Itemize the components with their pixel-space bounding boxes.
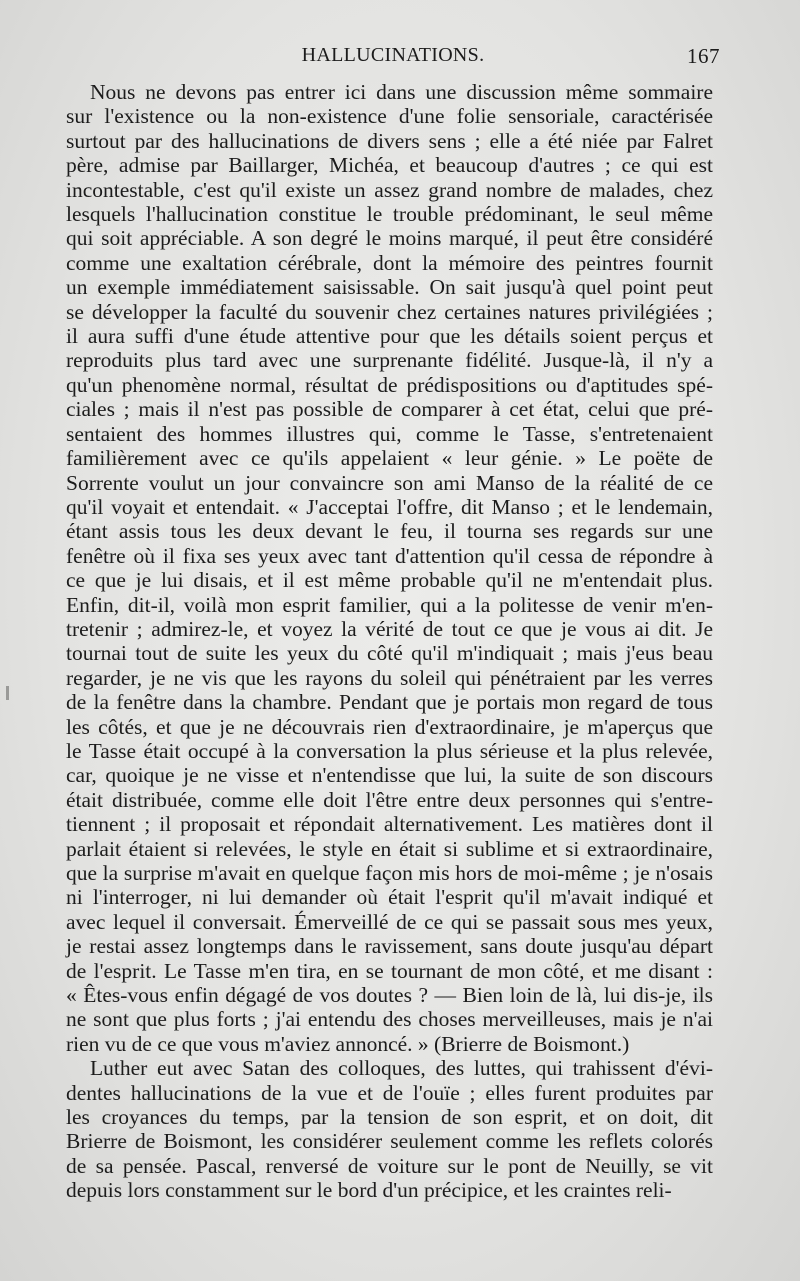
running-head: HALLUCINATIONS.: [301, 44, 485, 66]
text-line: le Tasse était occupé à la conversation la plus sérieuse et la plus relevée,: [66, 738, 713, 763]
text-line: qu'un phenomène normal, résultat de prédispositions ou d'aptitudes spé-: [66, 372, 713, 397]
text-line: regarder, je ne vis que les rayons du soleil qui pénétraient par les verres: [66, 665, 713, 690]
text-line: tournai tout de suite les yeux du côté qu'il m'indiquait ; mais j'eus beau: [66, 641, 713, 666]
text-line: familièrement avec ce qu'ils appelaient « leur génie. » Le poëte de: [66, 446, 713, 471]
text-line: il aura suffi d'une étude attentive pour que les détails soient perçus et: [66, 324, 713, 349]
text-line: qu'il voyait et entendait. « J'acceptai l'offre, dit Manso ; et le lendemain,: [66, 494, 713, 519]
text-line: ciales ; mais il n'est pas possible de comparer à cet état, celui que pré-: [66, 397, 713, 422]
paragraph-1: [66, 80, 713, 1056]
text-line: Nous ne devons pas entrer ici dans une discussion même sommaire: [90, 80, 713, 104]
text-line: Enfin, dit-il, voilà mon esprit familier, qui a la politesse de venir m'en-: [66, 592, 713, 617]
margin-mark: [6, 686, 9, 700]
text-line: de sa pensée. Pascal, renversé de voiture sur le pont de Neuilly, se vit: [66, 1153, 713, 1178]
text-line: ni l'interroger, ni lui demander où était l'esprit qu'il m'avait indiqué et: [66, 885, 713, 910]
page-number: 167: [687, 44, 720, 68]
text-line: de l'esprit. Le Tasse m'en tira, en se tournant de mon côté, et me disant :: [66, 958, 713, 983]
text-line: était distribuée, comme elle doit l'être entre deux personnes qui s'entre-: [66, 787, 713, 812]
text-line: les croyances du temps, par la tension de son esprit, et on doit, dit: [66, 1105, 713, 1130]
text-line: père, admise par Baillarger, Michéa, et beaucoup d'autres ; ce qui est: [66, 153, 713, 178]
text-line: fenêtre où il fixa ses yeux avec tant d'attention qu'il cessa de répondre à: [66, 543, 713, 568]
body-text: [66, 80, 713, 1203]
text-line: parlait étaient si relevées, le style en était si sublime et si extraordinaire,: [66, 836, 713, 861]
text-line: rien vu de ce que vous m'aviez annoncé. » (Brierre de Boismont.): [66, 1031, 630, 1056]
text-line: tretenir ; admirez-le, et voyez la vérité de tout ce que je vous ai dit. Je: [66, 616, 713, 641]
text-line: se développer la faculté du souvenir chez certaines natures privilégiées ;: [66, 299, 713, 324]
text-line: incontestable, c'est qu'il existe un assez grand nombre de malades, chez: [66, 177, 713, 202]
page-header: [66, 44, 720, 74]
text-line: que la surprise m'avait en quelque façon mis hors de moi-même ; je n'osais: [66, 861, 713, 885]
text-line: sentaient des hommes illustres qui, comme le Tasse, s'entretenaient: [66, 421, 713, 446]
text-line: lesquels l'hallucination constitue le trouble prédominant, le seul même: [66, 202, 713, 227]
text-line: un exemple immédiatement saisissable. On sait jusqu'à quel point peut: [66, 275, 713, 300]
text-line: de la fenêtre dans la chambre. Pendant que je portais mon regard de tous: [66, 690, 713, 715]
text-line: Luther eut avec Satan des colloques, des luttes, qui trahissent d'évi-: [90, 1056, 713, 1081]
text-line: qui soit appréciable. A son degré le moins marqué, il peut être considéré: [66, 226, 713, 251]
text-line: reproduits plus tard avec une surprenante fidélité. Jusque-là, il n'y a: [66, 348, 713, 373]
text-line: surtout par des hallucinations de divers sens ; elle a été niée par Falret: [66, 128, 713, 153]
text-line: dentes hallucinations de la vue et de l'ouïe ; elles furent produites par: [66, 1080, 713, 1105]
text-line: étant assis tous les deux devant le feu, il tourna ses regards sur une: [66, 519, 713, 544]
text-line: je restai assez longtemps dans le ravissement, sans doute jusqu'au départ: [66, 934, 713, 959]
text-line: Brierre de Boismont, les considérer seulement comme les reflets colorés: [66, 1129, 713, 1154]
text-line: sur l'existence ou la non-existence d'une folie sensoriale, caractérisée: [66, 104, 713, 129]
paragraph-2: [66, 1056, 713, 1202]
text-line: Sorrente voulut un jour convaincre son ami Manso de la réalité de ce: [66, 470, 713, 495]
text-line: « Êtes-vous enfin dégagé de vos doutes ? — Bien loin de là, lui dis-je, ils: [66, 983, 713, 1008]
text-line: ne sont que plus forts ; j'ai entendu des choses merveilleuses, mais je n'ai: [66, 1007, 713, 1032]
text-line: ce que je lui disais, et il est même probable qu'il ne m'entendait plus.: [66, 568, 713, 593]
text-line: les côtés, et que je ne découvrais rien d'extraordinaire, je m'aperçus que: [66, 714, 713, 739]
text-line: depuis lors constamment sur le bord d'un précipice, et les craintes reli-: [66, 1178, 672, 1203]
text-line: avec lequel il conversait. Émerveillé de ce qui se passait sous mes yeux,: [66, 909, 713, 934]
text-line: comme une exaltation cérébrale, dont la mémoire des peintres fournit: [66, 250, 713, 275]
text-line: tiennent ; il proposait et répondait alternativement. Les matières dont il: [66, 812, 713, 837]
text-line: car, quoique je ne visse et n'entendisse que lui, la suite de son discours: [66, 763, 713, 788]
